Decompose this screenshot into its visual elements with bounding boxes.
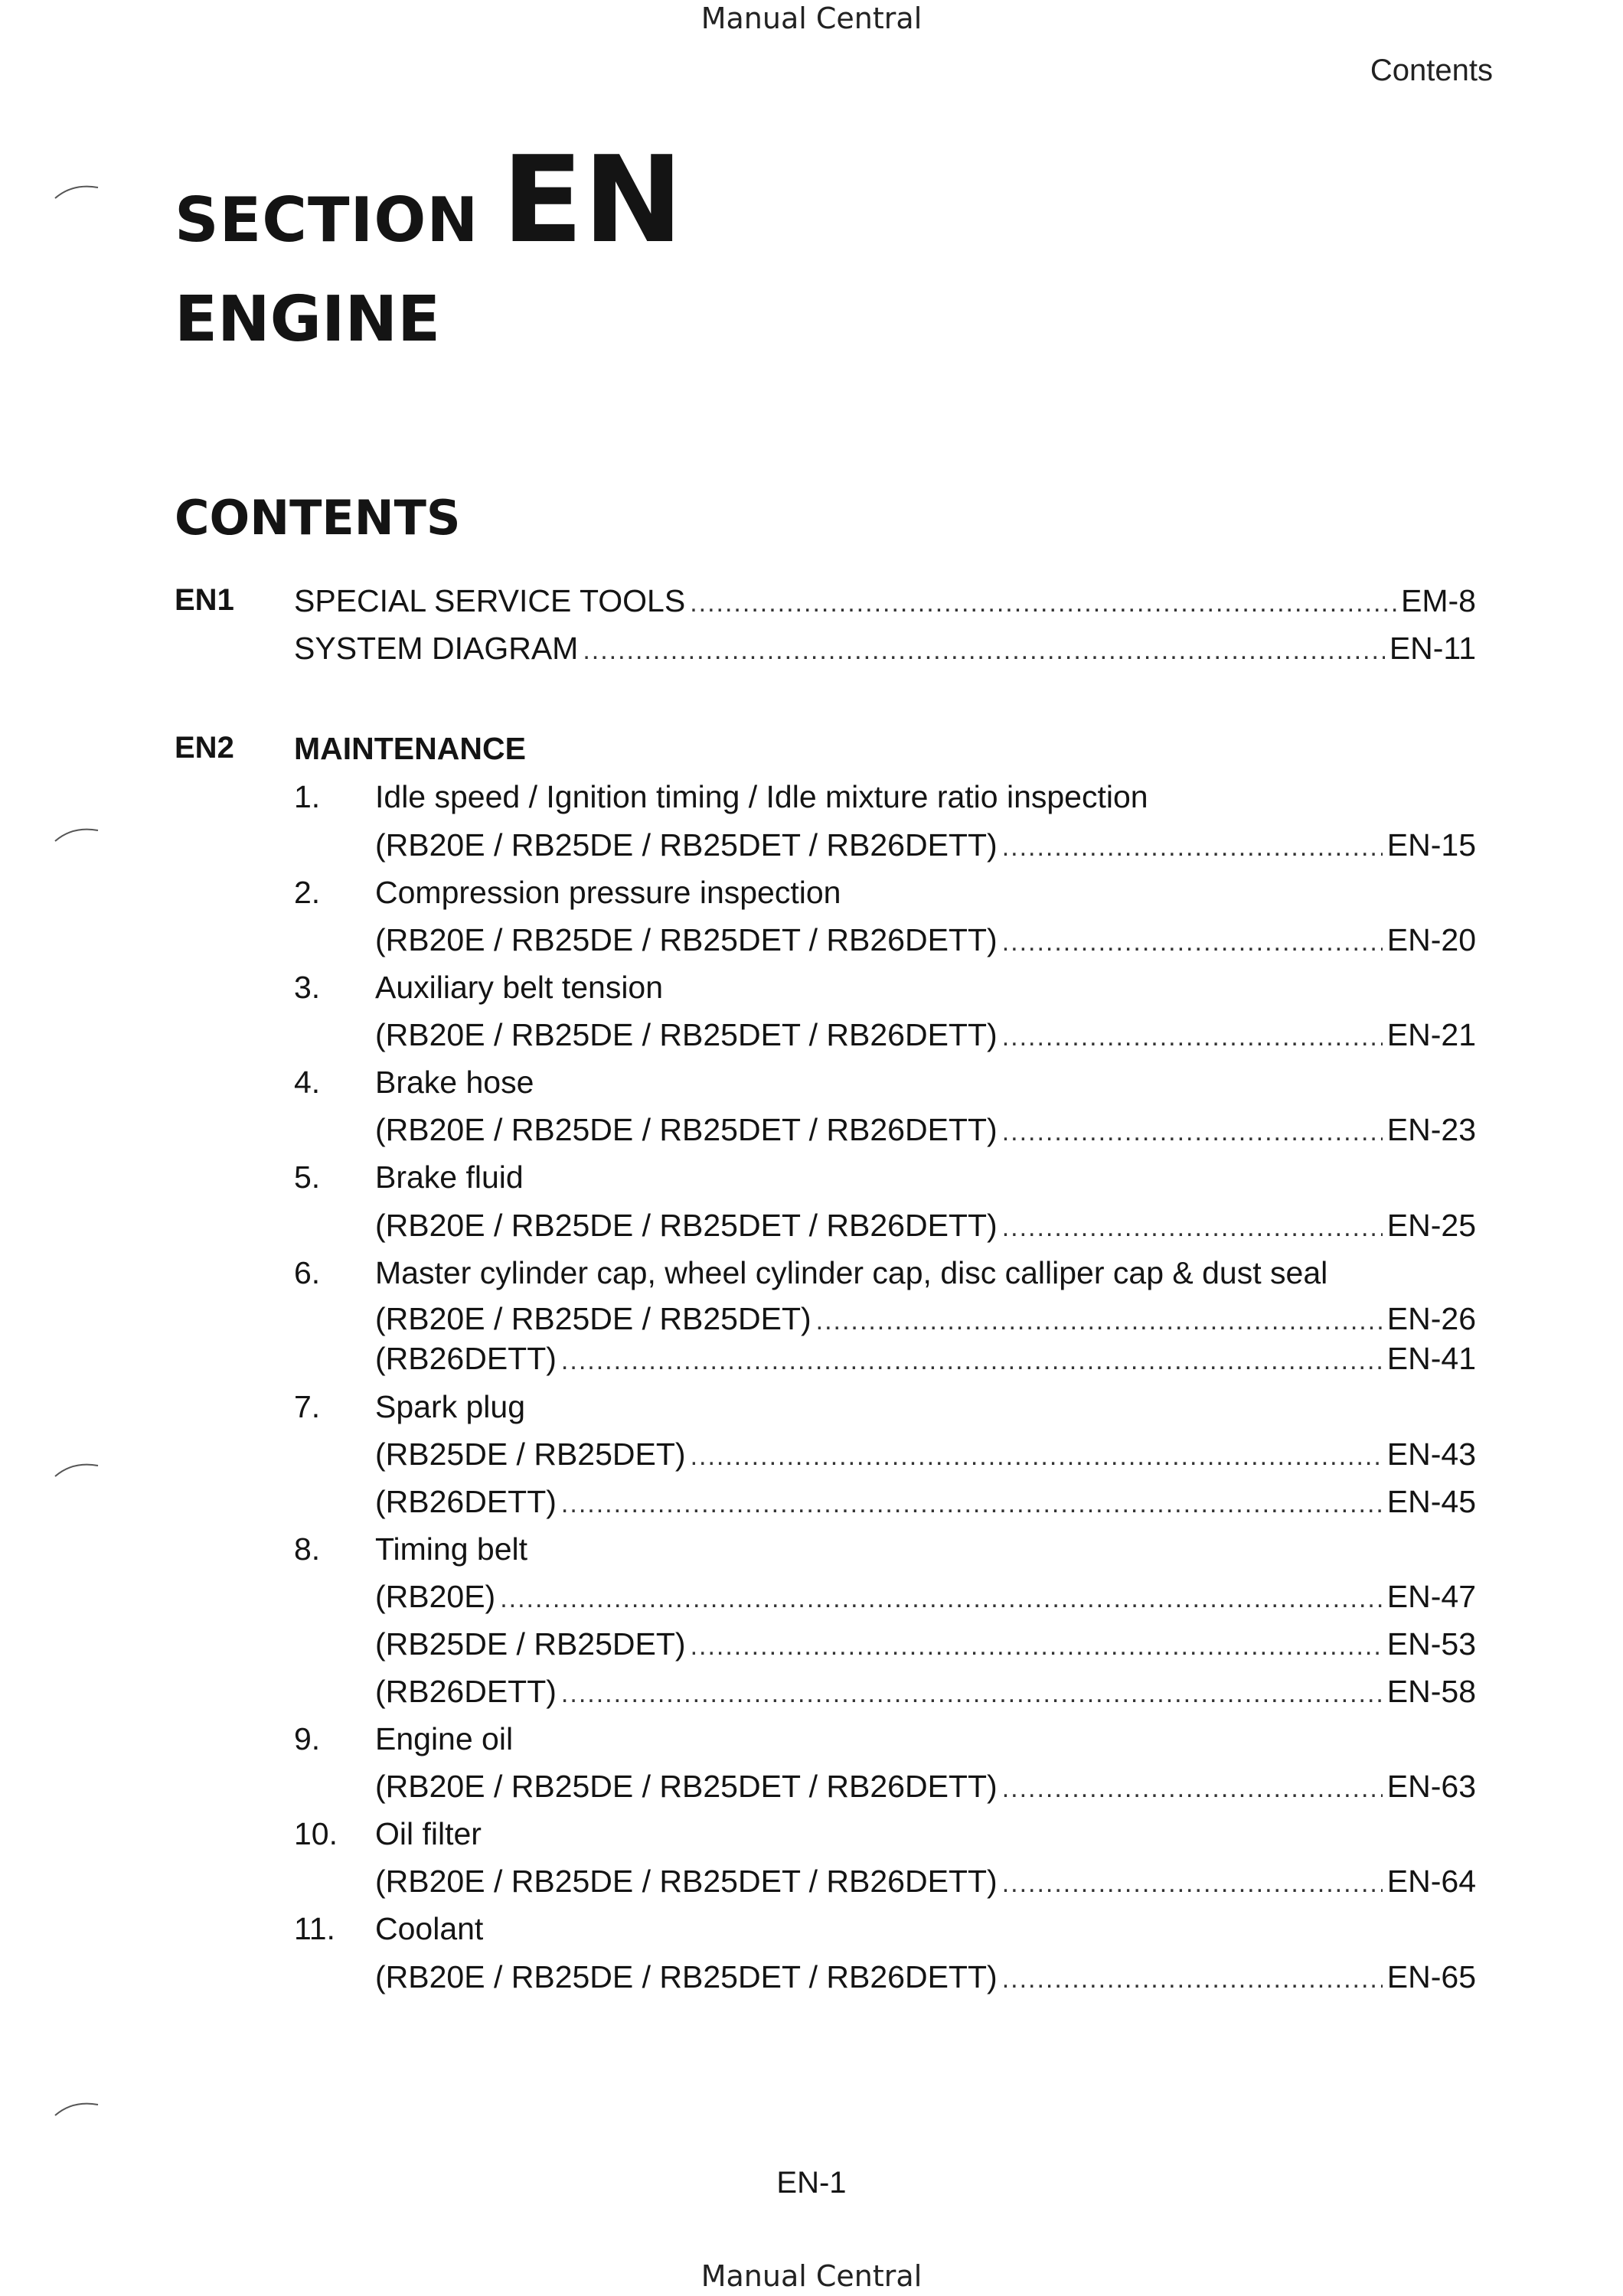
toc-entry-page: EN-43 <box>1386 1437 1476 1472</box>
dot-leader <box>1002 833 1383 863</box>
toc-item-number: 11. <box>294 1911 335 1946</box>
dot-leader <box>1002 1022 1383 1052</box>
toc-section-code-en1: EN1 <box>175 583 234 617</box>
toc-entry[interactable] <box>375 827 1476 863</box>
toc-item-number: 9. <box>294 1721 321 1756</box>
toc-entry-page: EN-26 <box>1386 1301 1476 1336</box>
toc-item-number: 3. <box>294 970 321 1005</box>
toc-item-title: Compression pressure inspection <box>375 875 841 910</box>
toc-entry-text: (RB20E / RB25DE / RB25DET / RB26DETT) <box>375 1769 998 1804</box>
toc-entry[interactable] <box>375 1017 1476 1053</box>
toc-entry-page: EN-47 <box>1386 1579 1476 1614</box>
toc-entry-page: EN-41 <box>1386 1341 1476 1376</box>
toc-item-number: 8. <box>294 1531 321 1567</box>
toc-item-title: Auxiliary belt tension <box>375 970 664 1005</box>
section-subtitle: ENGINE <box>175 283 441 356</box>
toc-entry-text: (RB25DE / RB25DET) <box>375 1437 686 1472</box>
toc-entry-page: EN-21 <box>1386 1017 1476 1052</box>
section-title <box>175 130 683 269</box>
dot-leader <box>1002 1213 1383 1243</box>
toc-item-number: 6. <box>294 1255 321 1290</box>
toc-entry[interactable] <box>375 1579 1476 1615</box>
dot-leader <box>561 1489 1383 1519</box>
dot-leader <box>561 1346 1383 1376</box>
toc-entry-text: (RB26DETT) <box>375 1674 557 1709</box>
toc-entry-page: EN-45 <box>1386 1484 1476 1519</box>
toc-entry-text: (RB26DETT) <box>375 1341 557 1376</box>
toc-entry[interactable] <box>375 1208 1476 1244</box>
toc-item-title: Idle speed / Ignition timing / Idle mixture ratio inspection <box>375 779 1148 814</box>
toc-entry-page: EN-11 <box>1389 631 1476 666</box>
toc-entry[interactable] <box>375 1112 1476 1148</box>
toc-entry[interactable] <box>294 631 1476 667</box>
footer-brand: Manual Central <box>700 2259 923 2293</box>
toc-entry-text: (RB25DE / RB25DET) <box>375 1626 686 1662</box>
toc-entry[interactable] <box>375 1301 1476 1337</box>
toc-entry[interactable] <box>375 1484 1476 1520</box>
dot-leader <box>561 1679 1383 1709</box>
toc-item-title: Brake hose <box>375 1065 534 1100</box>
dot-leader <box>1002 1965 1383 1994</box>
toc-item-number: 7. <box>294 1389 321 1424</box>
binder-mark-icon <box>54 180 100 203</box>
binder-mark-icon <box>54 823 100 846</box>
dot-leader <box>816 1306 1383 1336</box>
toc-section-heading: MAINTENANCE <box>294 731 526 766</box>
toc-entry[interactable] <box>375 1437 1476 1473</box>
section-word: SECTION <box>175 184 479 256</box>
toc-entry[interactable] <box>375 1626 1476 1662</box>
toc-entry-text: SYSTEM DIAGRAM <box>294 631 579 666</box>
toc-entry-page: EN-23 <box>1386 1112 1476 1147</box>
section-code: EN <box>501 130 684 269</box>
dot-leader <box>583 636 1385 666</box>
footer-page-number: EN-1 <box>776 2166 847 2200</box>
toc-entry[interactable] <box>375 1341 1476 1377</box>
toc-item-number: 5. <box>294 1159 321 1195</box>
toc-entry-text: (RB20E / RB25DE / RB25DET / RB26DETT) <box>375 1208 998 1243</box>
toc-item-number: 1. <box>294 779 321 814</box>
dot-leader <box>1002 928 1383 957</box>
toc-entry-page: EM-8 <box>1401 583 1476 618</box>
toc-entry[interactable] <box>375 1769 1476 1805</box>
contents-heading: CONTENTS <box>175 490 461 546</box>
toc-item-title: Spark plug <box>375 1389 526 1424</box>
toc-entry-text: (RB20E / RB25DE / RB25DET / RB26DETT) <box>375 1959 998 1994</box>
toc-item-title: Timing belt <box>375 1531 527 1567</box>
dot-leader <box>691 1632 1383 1662</box>
toc-item-number: 2. <box>294 875 321 910</box>
toc-item-title: Coolant <box>375 1911 484 1946</box>
binder-mark-icon <box>54 2097 100 2120</box>
toc-entry-text: (RB20E / RB25DE / RB25DET / RB26DETT) <box>375 922 998 957</box>
toc-entry-text: (RB26DETT) <box>375 1484 557 1519</box>
dot-leader <box>500 1584 1383 1614</box>
dot-leader <box>690 589 1396 618</box>
toc-entry[interactable] <box>375 922 1476 958</box>
toc-entry-text: (RB20E / RB25DE / RB25DET / RB26DETT) <box>375 1864 998 1899</box>
dot-leader <box>691 1442 1383 1472</box>
toc-entry-text: SPECIAL SERVICE TOOLS <box>294 583 686 618</box>
toc-entry-text: (RB20E) <box>375 1579 496 1614</box>
toc-entry[interactable] <box>375 1959 1476 1995</box>
toc-item-title: Engine oil <box>375 1721 514 1756</box>
toc-entry-page: EN-53 <box>1386 1626 1476 1662</box>
toc-entry-page: EN-63 <box>1386 1769 1476 1804</box>
binder-mark-icon <box>54 1458 100 1481</box>
toc-entry-text: (RB20E / RB25DE / RB25DET) <box>375 1301 812 1336</box>
toc-item-title: Oil filter <box>375 1816 482 1851</box>
toc-entry-page: EN-25 <box>1386 1208 1476 1243</box>
header-brand: Manual Central <box>700 2 923 35</box>
toc-item-title: Master cylinder cap, wheel cylinder cap, disc calliper cap & dust seal <box>375 1255 1328 1290</box>
dot-leader <box>1002 1869 1383 1899</box>
toc-entry-page: EN-65 <box>1386 1959 1476 1994</box>
toc-entry[interactable] <box>294 583 1476 619</box>
toc-item-title: Brake fluid <box>375 1159 524 1195</box>
toc-entry-page: EN-20 <box>1386 922 1476 957</box>
toc-item-number: 10. <box>294 1816 338 1851</box>
toc-entry[interactable] <box>375 1674 1476 1710</box>
toc-entry-text: (RB20E / RB25DE / RB25DET / RB26DETT) <box>375 1017 998 1052</box>
toc-entry-page: EN-15 <box>1386 827 1476 863</box>
toc-entry-text: (RB20E / RB25DE / RB25DET / RB26DETT) <box>375 827 998 863</box>
dot-leader <box>1002 1117 1383 1147</box>
toc-section-code-en2: EN2 <box>175 731 234 765</box>
toc-entry-page: EN-64 <box>1386 1864 1476 1899</box>
toc-entry-page: EN-58 <box>1386 1674 1476 1709</box>
toc-item-number: 4. <box>294 1065 321 1100</box>
dot-leader <box>1002 1774 1383 1804</box>
header-contents-label: Contents <box>1370 54 1493 87</box>
toc-entry[interactable] <box>375 1864 1476 1900</box>
toc-entry-text: (RB20E / RB25DE / RB25DET / RB26DETT) <box>375 1112 998 1147</box>
